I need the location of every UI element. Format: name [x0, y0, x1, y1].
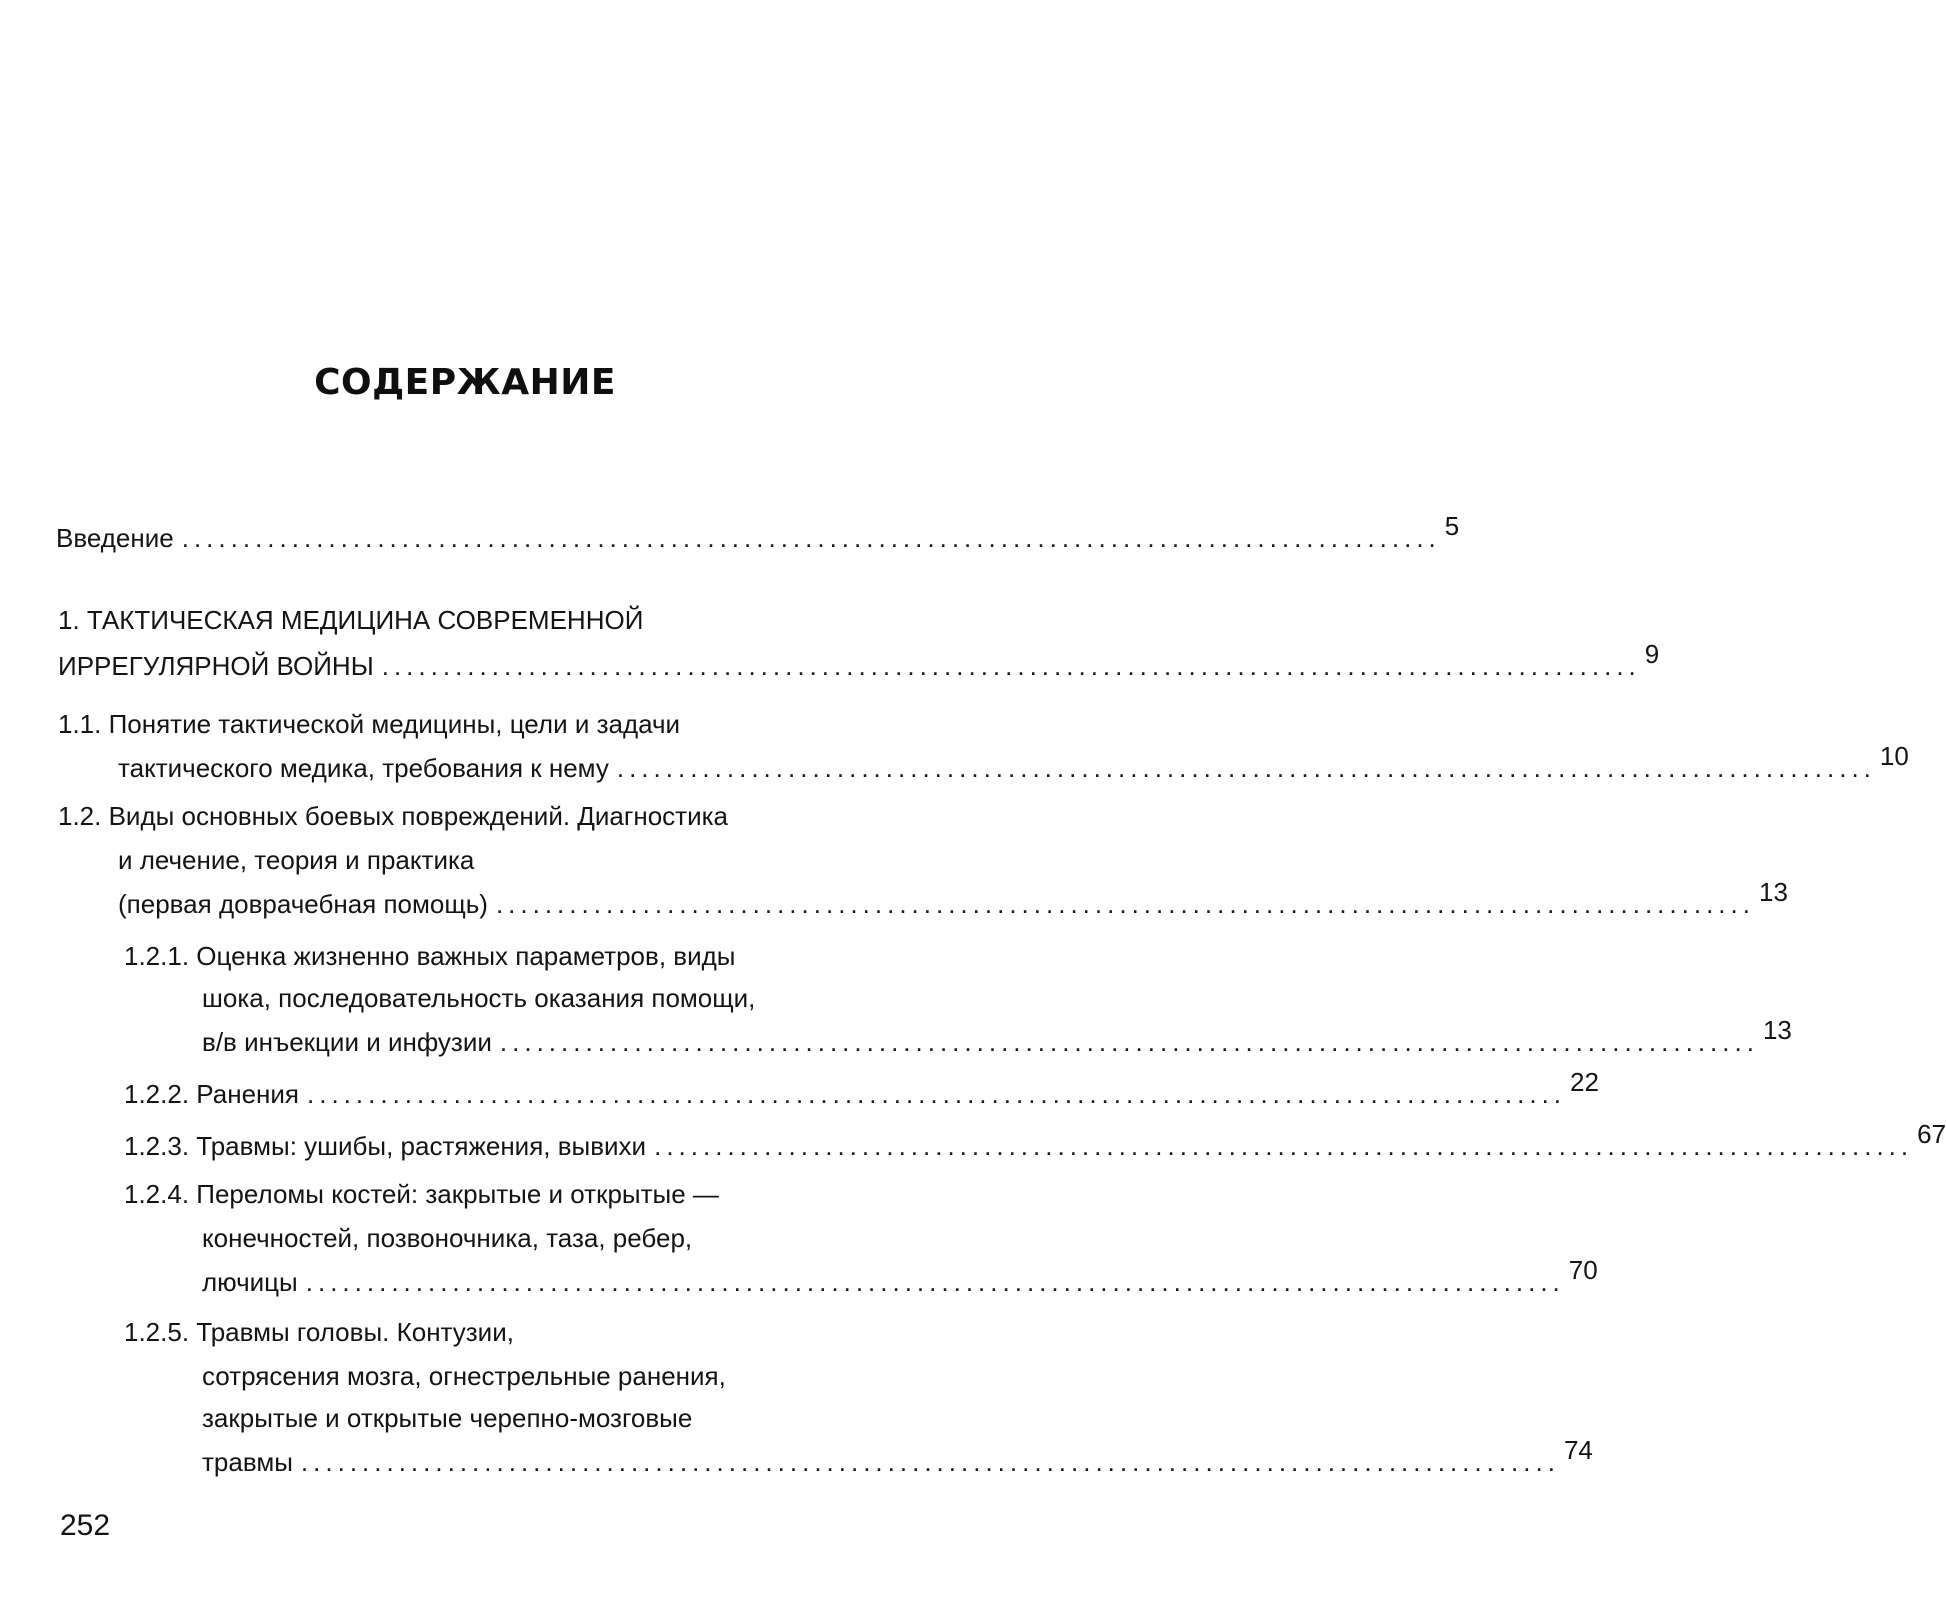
toc-entry-1-2-4-line2: конечностей, позвоночника, таза, ребер, [202, 1223, 693, 1253]
dot-leader: ....................................................................................................... [616, 753, 1876, 783]
page-title: СОДЕРЖАНИЕ [314, 362, 616, 403]
toc-entry-1-1-line1: 1.1. Понятие тактической медицины, цели и задачи [58, 709, 681, 739]
toc-page-number: 10 [1879, 741, 1909, 771]
toc-entry-1-2-5-line3: закрытые и открытые черепно-мозговые [202, 1403, 693, 1433]
toc-entry-1-2-line2: и лечение, теория и практика [118, 845, 475, 875]
toc-page-number: 70 [1568, 1255, 1598, 1285]
dot-leader: ....................................................................................................... [495, 889, 1755, 919]
toc-entry-text: лючицы [202, 1267, 298, 1297]
toc-entry-text: Введение [56, 523, 174, 553]
toc-entry-text: травмы [202, 1447, 293, 1477]
dot-leader: ....................................................................................................... [381, 651, 1641, 681]
toc-entry-intro [56, 511, 1460, 554]
toc-entry-1-2-3 [124, 1119, 1946, 1162]
toc-page-number: 74 [1563, 1435, 1593, 1465]
toc-entry-1-2-5-line2: сотрясения мозга, огнестрельные ранения, [202, 1361, 726, 1391]
toc-entry-1-2-1-line2: шока, последовательность оказания помощи, [202, 983, 756, 1013]
toc-page-number: 22 [1570, 1067, 1599, 1097]
toc-entry-text: 1.2.2. Ранения [124, 1079, 299, 1109]
toc-page-number: 13 [1762, 1015, 1792, 1045]
page-number: 252 [60, 1509, 111, 1542]
toc-entry-text: в/в инъекции и инфузии [202, 1027, 492, 1057]
dot-leader: ....................................................................................................... [181, 523, 1441, 553]
dot-leader: ....................................................................................................... [300, 1447, 1560, 1477]
toc-entry-ch1-line1: 1. ТАКТИЧЕСКАЯ МЕДИЦИНА СОВРЕМЕННОЙ [58, 605, 644, 635]
toc-entry-text: ИРРЕГУЛЯРНОЙ ВОЙНЫ [58, 651, 374, 681]
toc-entry-ch1 [58, 639, 1660, 682]
toc-entry-1-1 [118, 741, 1909, 784]
dot-leader: ....................................................................................................... [305, 1267, 1565, 1297]
toc-entry-1-2 [118, 877, 1788, 920]
toc-entry-1-2-5-line1: 1.2.5. Травмы головы. Контузии, [124, 1317, 514, 1347]
toc-entry-1-2-1-line1: 1.2.1. Оценка жизненно важных параметров, виды [124, 941, 736, 971]
toc-entry-text: тактического медика, требования к нему [118, 753, 609, 783]
toc-page-number: 67 [1917, 1119, 1946, 1149]
dot-leader: ....................................................................................................... [307, 1079, 1567, 1109]
dot-leader: ....................................................................................................... [654, 1131, 1914, 1161]
toc-page-number: 5 [1444, 511, 1460, 541]
toc-entry-text: 1.2.3. Травмы: ушибы, растяжения, вывихи [124, 1131, 647, 1161]
toc-entry-1-2-5 [202, 1435, 1593, 1478]
dot-leader: ....................................................................................................... [499, 1027, 1759, 1057]
toc-page-number: 13 [1758, 877, 1788, 907]
toc-entry-text: (первая доврачебная помощь) [118, 889, 488, 919]
toc-entry-1-2-4-line1: 1.2.4. Переломы костей: закрытые и открытые — [124, 1179, 719, 1209]
toc-entry-1-2-1 [202, 1015, 1792, 1058]
toc-entry-1-2-2 [124, 1067, 1599, 1110]
toc-entry-1-2-4 [202, 1255, 1598, 1298]
toc-entry-1-2-line1: 1.2. Виды основных боевых повреждений. Диагностика [58, 801, 729, 831]
toc-page-number: 9 [1644, 639, 1660, 669]
